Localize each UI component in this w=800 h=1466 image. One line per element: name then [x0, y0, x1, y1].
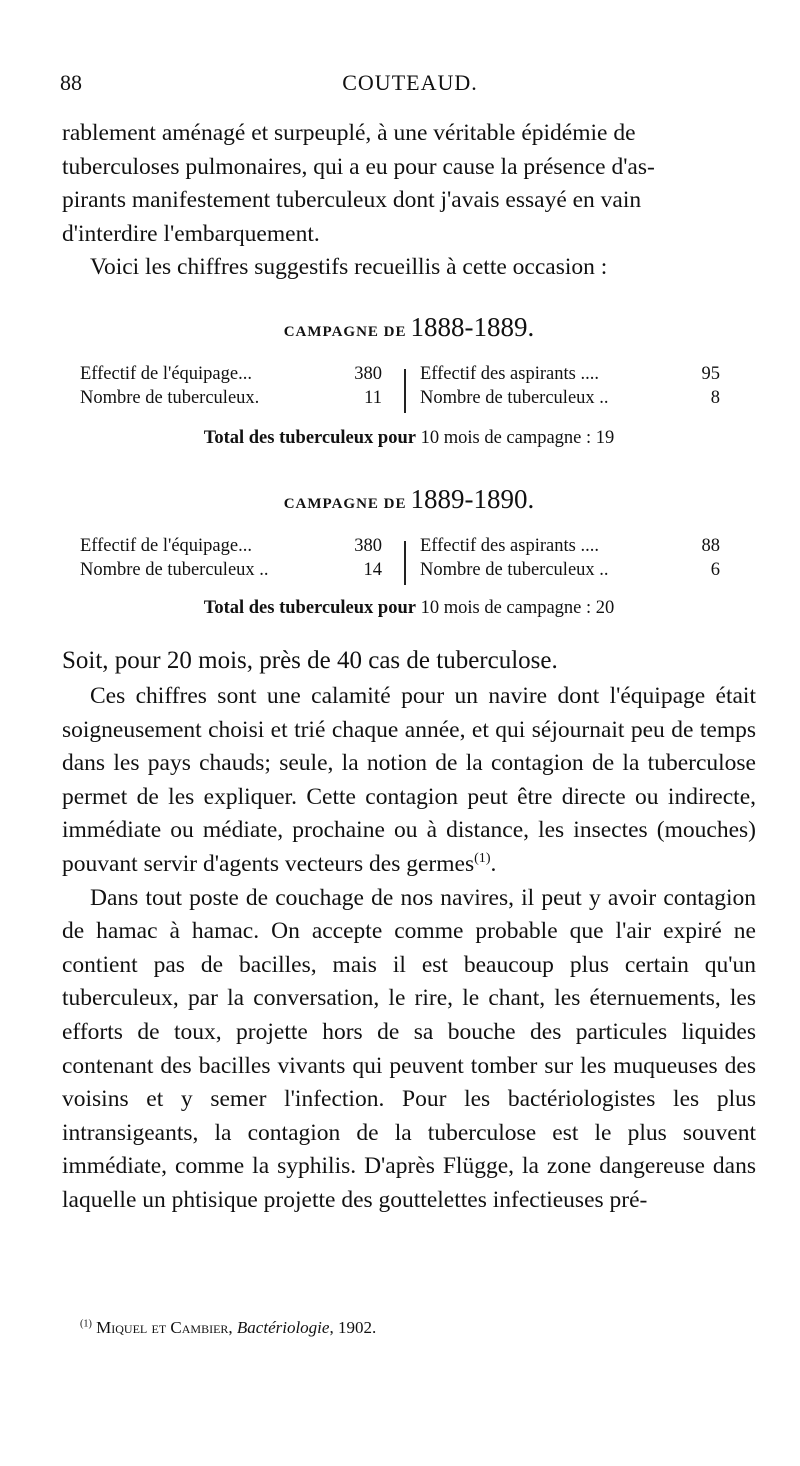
column-divider: [404, 369, 406, 413]
column-divider: [404, 541, 406, 585]
campaign-table: [80, 364, 720, 412]
table-cell: Nombre de tuberculeux ..: [420, 560, 609, 580]
body-text: [62, 680, 756, 1218]
total-value: 10 mois de campagne : 20: [420, 598, 615, 618]
table-cell: Nombre de tuberculeux.: [80, 388, 260, 408]
campaign-heading: [62, 312, 756, 343]
campaign-label: CAMPAGNE DE: [283, 324, 407, 340]
table-cell: Effectif de l'équipage...: [80, 364, 252, 384]
summary-line: Soit, pour 20 mois, près de 40 cas de tuberculose.: [62, 647, 558, 674]
text-line: pirants manifestement tuberculeux dont j'avais essayé en vain: [62, 187, 642, 214]
table-cell: 6: [710, 560, 720, 580]
table-cell: 11: [364, 388, 382, 408]
running-title: COUTEAUD.: [342, 70, 478, 95]
paragraph-text: Ces chiffres sont une calamité pour un navire dont l'équipage était soigneusement choisi et trié chaque année, et qui séjournait peu de temps dans les pays chauds; seule, la notion de la contagion de la tuberculose permet de les expliquer. Cette contagion peut être directe ou indirecte, immédiate ou médiate, prochaine ou à distance, les insectes (mouches) pouvant servir d'agents vecteurs des germes: [62, 683, 756, 877]
total-label: Total des tuberculeux pour: [203, 598, 416, 618]
table-cell: Effectif de l'équipage...: [80, 536, 252, 556]
total-label: Total des tuberculeux pour: [203, 428, 416, 448]
intro-paragraph: [62, 117, 756, 285]
campaign-table: [80, 536, 720, 584]
table-cell: 380: [354, 364, 382, 384]
campaign-label: CAMPAGNE DE: [283, 496, 407, 512]
paragraph-end: .: [490, 850, 497, 877]
table-cell: Nombre de tuberculeux ..: [420, 388, 609, 408]
text-line: Voici les chiffres suggestifs recueillis à cette occasion :: [90, 254, 608, 281]
text-line: rablement aménagé et surpeuplé, à une véritable épidémie de: [62, 120, 636, 146]
footnote-authors: Miquel et Cambier,: [96, 1318, 233, 1337]
campaign-years: 1889-1890.: [410, 484, 535, 514]
campaign-heading: [62, 484, 756, 515]
footnote-title: Bactériologie: [236, 1318, 330, 1337]
table-cell: 8: [710, 388, 720, 408]
table-cell: Effectif des aspirants ....: [420, 536, 599, 556]
table-row: [80, 364, 720, 388]
footnote-marker: (1): [80, 1318, 92, 1330]
table-row: [80, 536, 720, 560]
table-cell: 95: [701, 364, 720, 384]
table-cell: Effectif des aspirants ....: [420, 364, 599, 384]
table-cell: 14: [363, 560, 382, 580]
footnote-ref: (1): [474, 850, 491, 867]
text-line: d'interdire l'embarquement.: [62, 220, 320, 247]
campaign-total: [62, 598, 756, 619]
table-row: [80, 388, 720, 412]
running-header: [60, 70, 760, 100]
campaign-total: [62, 428, 756, 449]
total-value: 10 mois de campagne : 19: [420, 428, 615, 448]
table-cell: 380: [354, 536, 382, 556]
campaign-years: 1888-1889.: [410, 312, 535, 342]
text-line: tuberculoses pulmonaires, qui a eu pour cause la présence d'as-: [62, 153, 655, 180]
table-row: [80, 560, 720, 584]
paragraph: [62, 680, 756, 882]
footnote: [80, 1318, 376, 1338]
table-cell: Nombre de tuberculeux ..: [80, 560, 269, 580]
paragraph: Dans tout poste de couchage de nos navires, il peut y avoir contagion de hamac à hamac. On accepte comme probable que l'air expiré ne contient pas de bacilles, mais il est beaucoup plus certain qu'un tuberculeux, par la conversation, le rire, le chant, les éternuements, les efforts de toux, projette hors de sa bouche des particules liquides contenant des bacilles vivants qui peuvent tomber sur les muqueuses des voisins et y semer l'infection. Pour les bactériologistes les plus intransigeants, la contagion de la tuberculose est le plus souvent immédiate, comme la syphilis. D'après Flügge, la zone dangereuse dans laquelle un phtisique projette des gouttelettes infectieuses pré-: [62, 884, 756, 1213]
footnote-year: , 1902.: [329, 1318, 377, 1337]
table-cell: 88: [701, 536, 720, 556]
page-number: 88: [60, 70, 82, 95]
